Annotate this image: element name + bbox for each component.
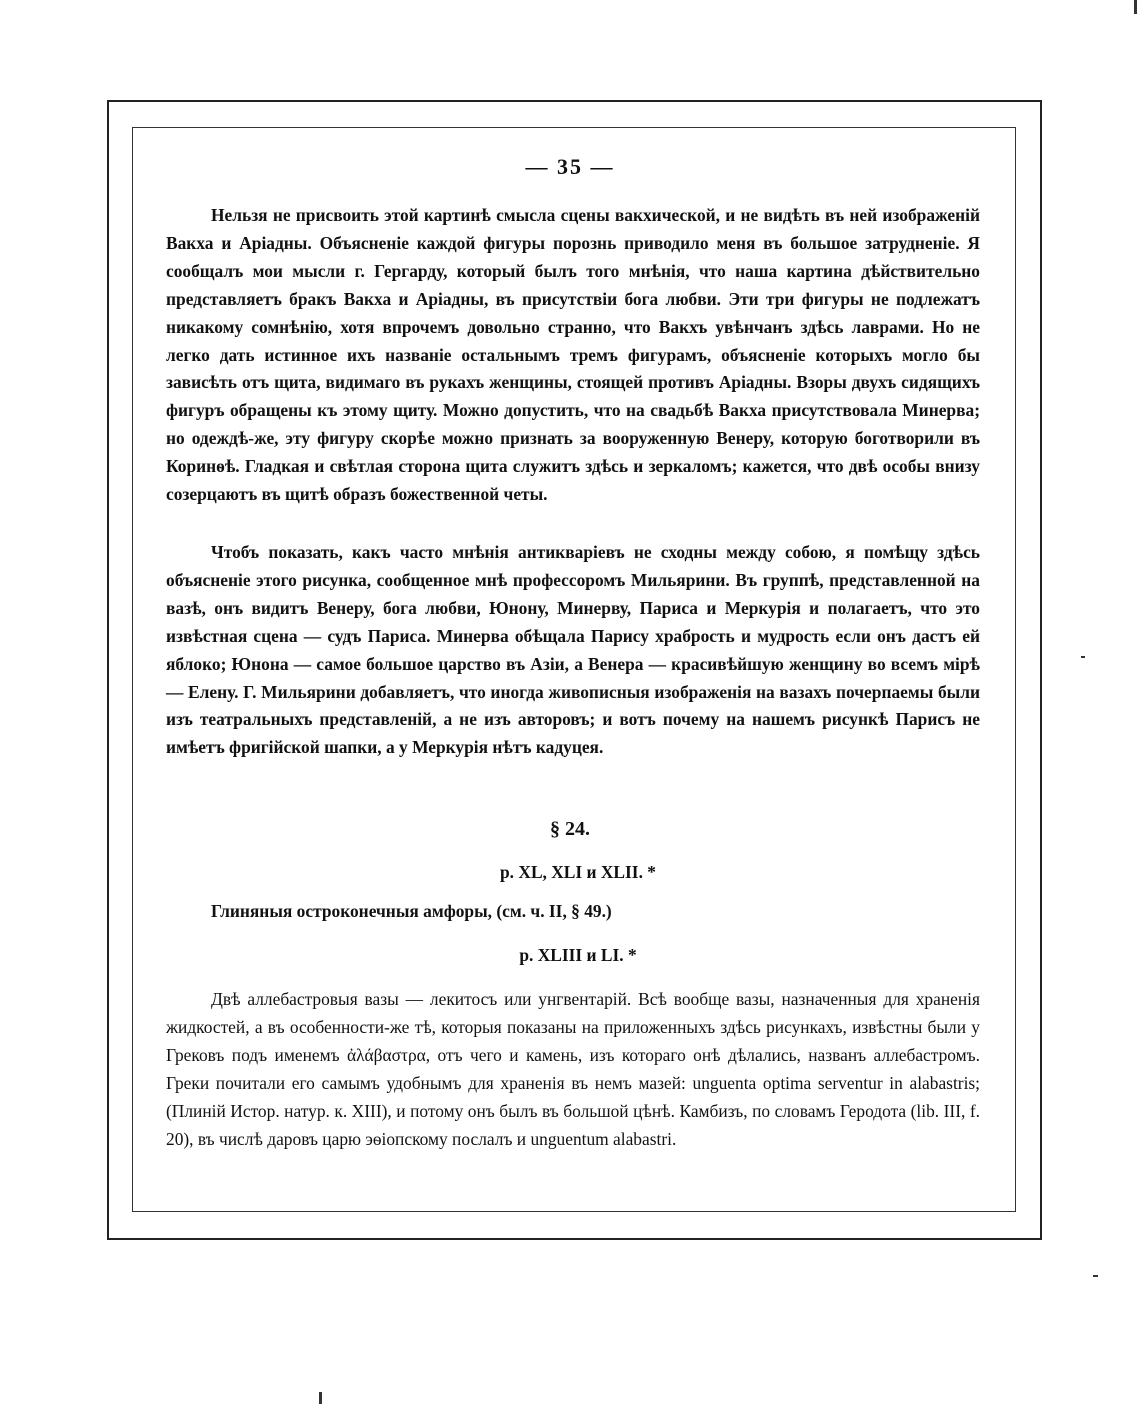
page-number: — 35 — [525, 154, 615, 179]
paragraph-text: Двѣ аллебастровыя вазы — лекитосъ или унгвентарій. Всѣ вообще вазы, назначенныя для храненія жидкостей, а въ особенности-же тѣ, которыя показаны на приложенныхъ здѣсь рисункахъ, извѣстны были у Грековъ подъ именемъ ἀλάβαστρα, отъ чего и камень, изъ котораго онѣ дѣлались, названъ аллебастромъ. Греки почитали его самымъ удобнымъ для храненія въ немъ мазей: unguenta optima serventur in alabastris; (Плиній Истор. натур. к. XIII), и потому онъ былъ въ большой цѣнѣ. Камбизъ, по словамъ Геродота (lib. III, f. 20), въ числѣ даровъ царю эѳіопскому послалъ и unguentum alabastri. [166, 989, 980, 1149]
paragraph-alabaster [166, 986, 980, 1153]
paragraph-bacchus [166, 202, 980, 509]
plate-reference: р. XL, XLI и XLII. * [500, 862, 656, 882]
scan-speck [1093, 1275, 1098, 1277]
scan-speck [1081, 656, 1085, 658]
section-heading: § 24. [550, 818, 590, 840]
paragraph-text: Нельзя не присвоить этой картинѣ смысла сцены вакхической, и не видѣть въ ней изображеній Вакха и Аріадны. Объясненіе каждой фигуры порознь приводило меня въ большое затрудненіе. Я сообщалъ мои мысли г. Гергарду, который былъ того мнѣнія, что наша картина дѣйствительно представляетъ бракъ Вакха и Аріадны, въ присутствіи бога любви. Эти три фигуры не подлежатъ никакому сомнѣнію, хотя впрочемъ довольно странно, что Вакхъ увѣнчанъ здѣсь лаврами. Но не легко дать истинное ихъ названіе остальнымъ тремъ фигурамъ, объясненіе которыхъ могло бы зависѣть отъ щита, видимаго въ рукахъ женщины, стоящей противъ Аріадны. Взоры двухъ сидящихъ фигуръ обращены къ этому щиту. Можно допустить, что на свадьбѣ Вакха присутствовала Минерва; но одеждѣ-же, эту фигуру скорѣе можно признать за вооруженную Венеру, которую боготворили въ Коринѳѣ. Гладкая и свѣтлая сторона щита служитъ здѣсь и зеркаломъ; кажется, что двѣ особы внизу созерцаютъ въ щитѣ образъ божественной четы. [166, 205, 980, 505]
amphorae-caption: Глиняныя остроконечныя амфоры, (см. ч. II, § 49.) [211, 901, 612, 921]
scan-speck [1134, 0, 1137, 14]
plate-reference: р. XLIII и LI. * [519, 945, 637, 965]
paragraph-paris [166, 539, 980, 762]
paragraph-text: Чтобъ показать, какъ часто мнѣнія антикваріевъ не сходны между собою, я помѣщу здѣсь объясненіе этого рисунка, сообщенное мнѣ профессоромъ Мильярини. Въ группѣ, представленной на вазѣ, онъ видитъ Венеру, бога любви, Юнону, Минерву, Париса и Меркурія и полагаетъ, что это извѣстная сцена — судъ Париса. Минерва обѣщала Парису храбрость и мудрость если онъ дастъ ей яблоко; Юнона — самое большое царство въ Азіи, а Венера — красивѣйшую женщину во всемъ мірѣ — Елену. Г. Мильярини добавляетъ, что иногда живописныя изображенія на вазахъ почерпаемы были изъ театральныхъ представленій, а не изъ авторовъ; и вотъ почему на нашемъ рисункѣ Парисъ не имѣетъ фригійской шапки, а у Меркурія нѣтъ кадуцея. [166, 542, 980, 758]
scan-speck [319, 1392, 322, 1404]
